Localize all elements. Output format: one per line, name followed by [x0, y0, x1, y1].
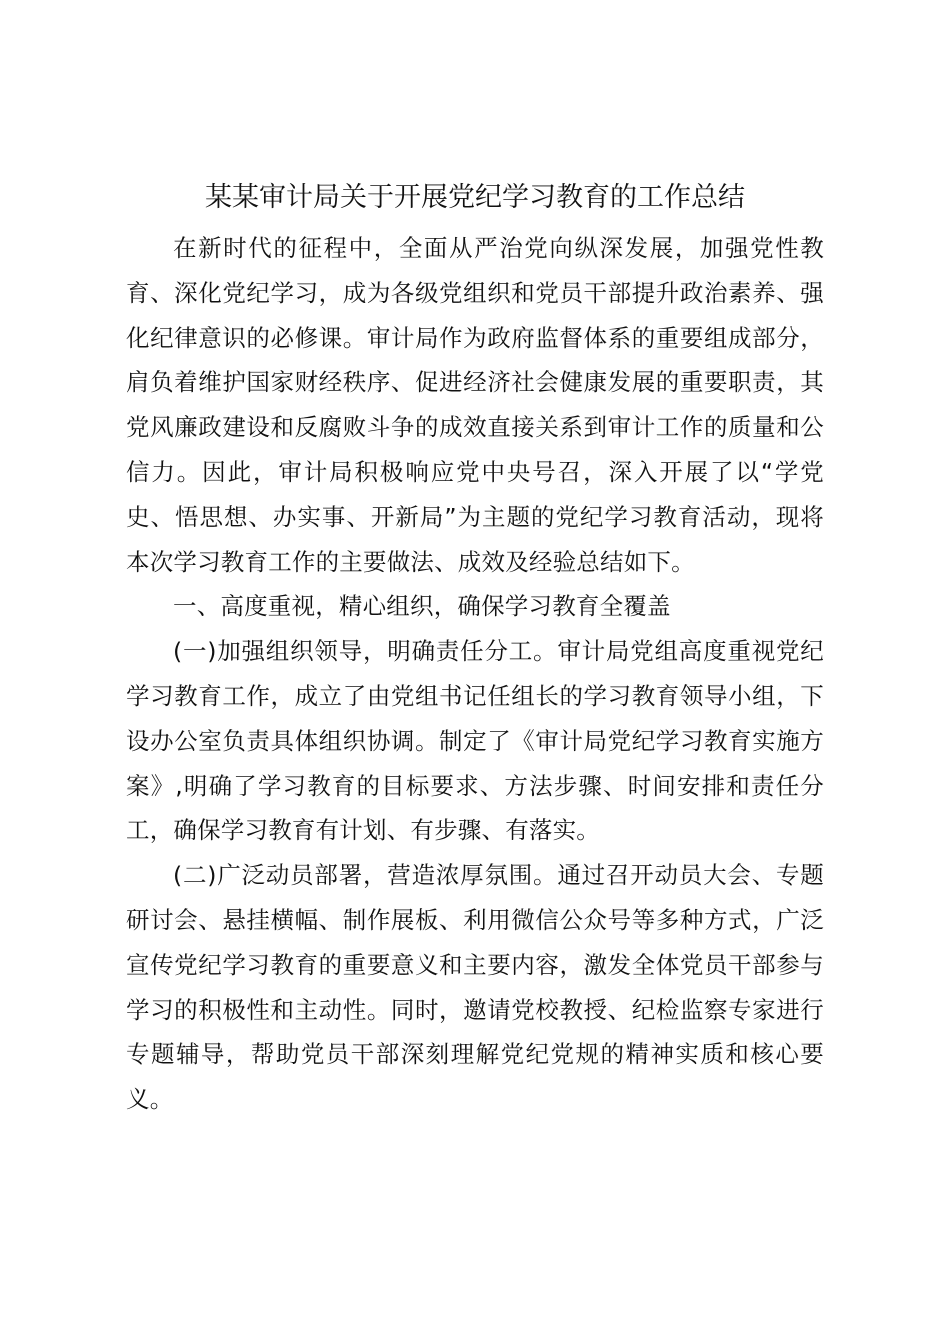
- section-1-item-2: (二)广泛动员部署，营造浓厚氛围。通过召开动员大会、专题研讨会、悬挂横幅、制作展板、利用微信公众号等多种方式，广泛宣传党纪学习教育的重要意义和主要内容，激发全体党员干部参与学习的积极性和主动性。同时，邀请党校教授、纪检监察专家进行专题辅导，帮助党员干部深刻理解党纪党规的精神实质和核心要义。: [126, 861, 824, 1114]
- document-title: 某某审计局关于开展党纪学习教育的工作总结: [205, 182, 745, 213]
- section-heading-1: 一、高度重视，精心组织，确保学习教育全覆盖: [173, 592, 671, 621]
- intro-paragraph: 在新时代的征程中，全面从严治党向纵深发展，加强党性教育、深化党纪学习，成为各级党组织和党员干部提升政治素养、强化纪律意识的必修课。审计局作为政府监督体系的重要组成部分，肩负着维护国家财经秩序、促进经济社会健康发展的重要职责，其党风廉政建设和反腐败斗争的成效直接关系到审计工作的质量和公信力。因此，审计局积极响应党中央号召，深入开展了以“学党史、悟思想、办实事、开新局”为主题的党纪学习教育活动，现将本次学习教育工作的主要做法、成效及经验总结如下。: [126, 234, 824, 576]
- section-1-item-1: (一)加强组织领导，明确责任分工。审计局党组高度重视党纪学习教育工作，成立了由党组书记任组长的学习教育领导小组，下设办公室负责具体组织协调。制定了《审计局党纪学习教育实施方案》,明确了学习教育的目标要求、方法步骤、时间安排和责任分工，确保学习教育有计划、有步骤、有落实。: [126, 637, 824, 845]
